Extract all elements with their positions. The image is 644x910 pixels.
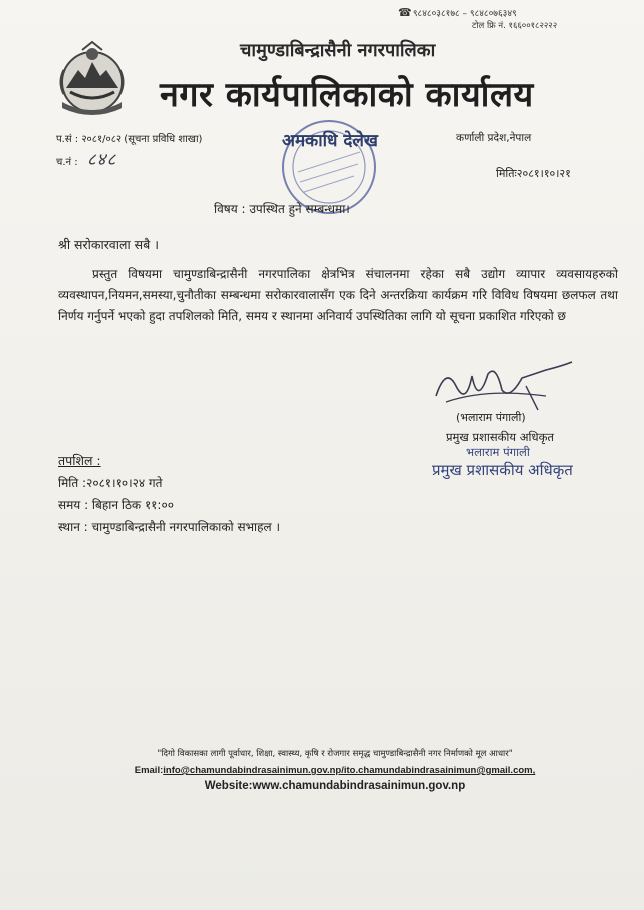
details-place: स्थान : चामुण्डाबिन्द्रासैनी नगरपालिकाको सभाहल । bbox=[58, 520, 280, 534]
details-time: समय : बिहान ठिक ११:०० bbox=[58, 498, 174, 512]
reference-number: प.सं : २०८१/०८२ (सूचना प्रविधि शाखा) bbox=[56, 134, 203, 145]
telephone-icon: ☎ bbox=[398, 6, 412, 19]
footer-email bbox=[120, 765, 550, 776]
toll-free-number: टोल फ्रि नं. १६६००१८२२२२ bbox=[472, 21, 558, 31]
signatory-stamp-name: भलाराम पंगाली bbox=[466, 445, 530, 459]
phone-number bbox=[398, 6, 517, 19]
body-paragraph: प्रस्तुत विषयमा चामुण्डाबिन्द्रासैनी नगरपालिका क्षेत्रभित्र संचालनमा रहेका सबै उद्योग व्यापार व्यवसायहरुको व्यवस्थापन,नियमन,समस्या,चुनौतीका सम्बन्धमा सरोकारवालासँग एक दिने अन्तरक्रिया कार्यक्रम गरि विविध विषयमा छलफल तथा निर्णय गर्नुपर्ने भएको हुदा तपशिलको मिति, समय र स्थानमा अनिवार्य उपस्थितिका लागि यो सूचना प्रकाशित गरिएको छ bbox=[58, 267, 618, 323]
footer-slogan: "दिगो विकासका लागी पूर्वाधार, शिक्षा, स्वास्थ्य, कृषि र रोजगार समृद्ध चामुण्डाबिन्द्रासैनी नगर निर्माणको मूल आधार" bbox=[157, 749, 513, 759]
footer-website[interactable]: Website:www.chamundabindrasainimun.gov.np bbox=[204, 780, 466, 792]
salutation: श्री सरोकारवाला सबै । bbox=[58, 237, 159, 252]
details-date: मिति :२०८१।१०।२४ गते bbox=[58, 476, 163, 490]
signatory-stamp-designation: प्रमुख प्रशासकीय अधिकृत bbox=[432, 461, 573, 479]
subject-line: विषय : उपस्थित हुने सम्बन्धमा। bbox=[214, 202, 350, 216]
letter-date: मितिः२०८१।१०।२१ bbox=[496, 167, 571, 180]
signatory-designation: प्रमुख प्रशासकीय अधिकृत bbox=[446, 430, 554, 444]
dispatch-number bbox=[56, 147, 116, 170]
signature-icon bbox=[426, 356, 576, 412]
details-heading: तपशिल : bbox=[58, 453, 101, 468]
dispatch-value: ८४८ bbox=[86, 150, 117, 170]
dispatch-label: च.नं : bbox=[56, 157, 78, 168]
nepal-emblem-icon bbox=[52, 40, 132, 120]
phone-text: ९८४८०३८१७८ – ९८४८०७६३४९ bbox=[412, 9, 517, 19]
municipality-name: चामुण्डाबिन्द्रासैनी नगरपालिका bbox=[240, 40, 436, 61]
email-label: Email: bbox=[134, 765, 164, 776]
office-title: नगर कार्यपालिकाको कार्यालय bbox=[160, 75, 534, 115]
email-link[interactable]: info@chamundabindrasainimun.gov.np/ito.chamundabindrasainimun@gmail.com, bbox=[163, 765, 536, 776]
stamp-text: अमकाधि देलेख bbox=[282, 131, 378, 151]
signatory-name: (भलाराम पंगाली) bbox=[456, 411, 526, 424]
province-name: कर्णाली प्रदेश,नेपाल bbox=[456, 132, 532, 144]
